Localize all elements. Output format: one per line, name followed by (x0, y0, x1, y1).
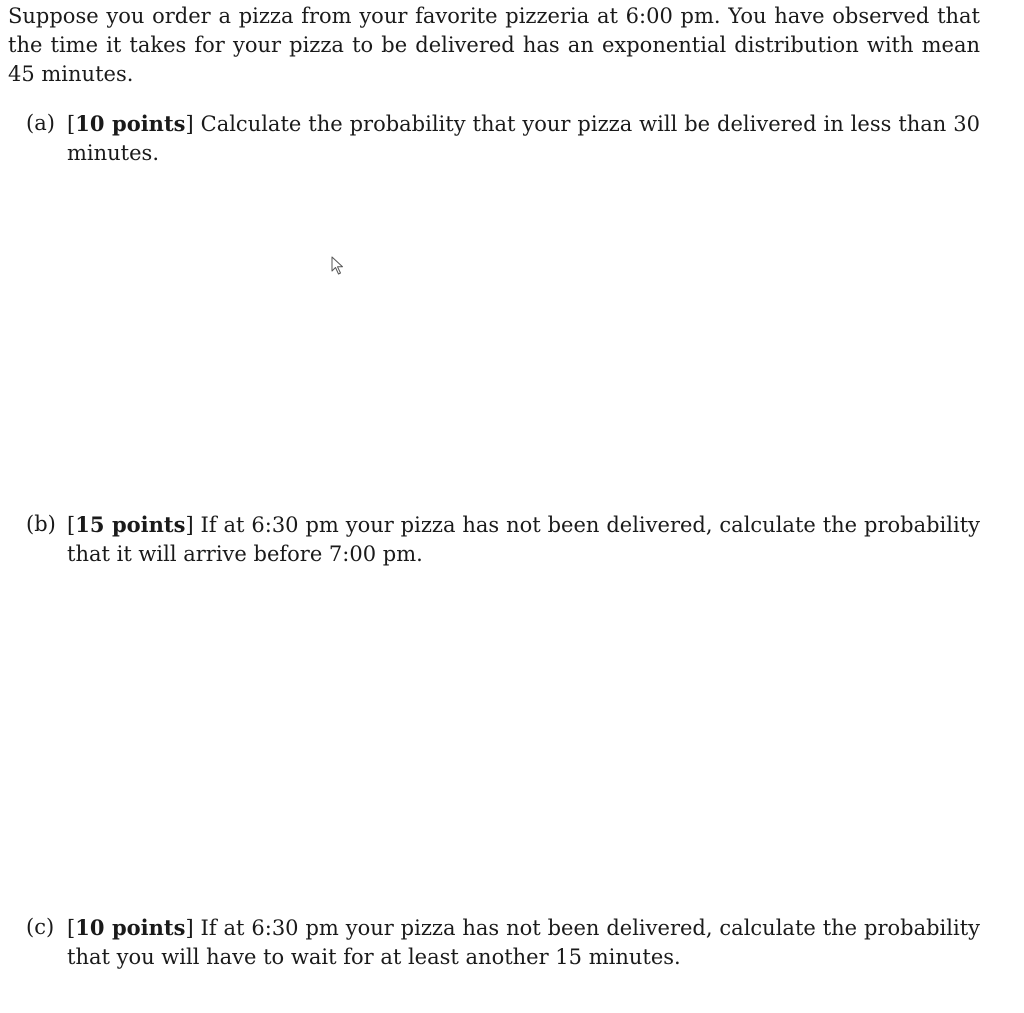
problem-intro: Suppose you order a pizza from your favorite pizzeria at 6:00 pm. You have observed that the time it takes for your pizza to be delivered has an exponential distribution with mean 45 minutes. (8, 4, 980, 86)
points-label: 15 points (75, 512, 186, 537)
part-body: [15 points] If at 6:30 pm your pizza has not been delivered, calculate the probability that it will arrive before 7:00 pm. (67, 512, 980, 566)
part-text: Calculate the probability that your pizza will be delivered in less than 30 minutes. (67, 112, 980, 165)
part-label: (b) (26, 512, 56, 536)
part-label: (a) (26, 111, 55, 135)
points-label: 10 points (75, 111, 186, 136)
part-label: (c) (26, 915, 55, 939)
problem-part-c (26, 913, 980, 972)
part-text: If at 6:30 pm your pizza has not been delivered, calculate the probability that you will have to wait for at least another 15 minutes. (67, 916, 980, 969)
mouse-pointer-icon (331, 256, 345, 276)
part-body: [10 points] Calculate the probability that your pizza will be delivered in less than 30 minutes. (67, 111, 980, 165)
points-label: 10 points (75, 915, 186, 940)
problem-part-b (26, 510, 980, 569)
problem-part-a (26, 109, 980, 168)
part-body: [10 points] If at 6:30 pm your pizza has not been delivered, calculate the probability that you will have to wait for at least another 15 minutes. (67, 915, 980, 969)
part-text: If at 6:30 pm your pizza has not been delivered, calculate the probability that it will arrive before 7:00 pm. (67, 513, 980, 566)
